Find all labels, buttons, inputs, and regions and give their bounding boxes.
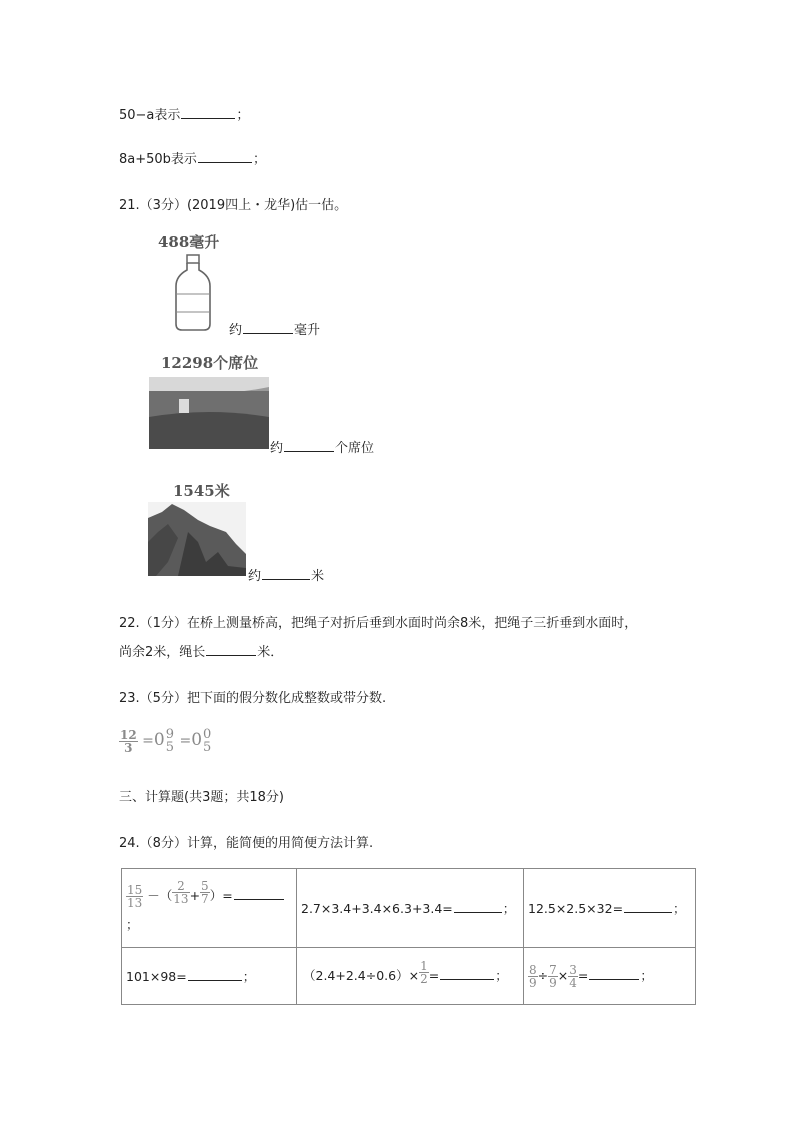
section-heading: 三、计算题(共3题；共18分) [119, 790, 284, 805]
mountain-photo [148, 502, 246, 576]
estimate-seats: 约 个席位 [270, 441, 375, 456]
estimate-height: 约 米 [248, 569, 325, 584]
calc-cell-4: 101×98= ； [122, 948, 297, 1005]
calc-cell-6: $\frac{8}{9}$ ÷ $\frac{7}{9}$ × $\frac{3}{4}$ = ； [524, 948, 696, 1005]
answer-blank[interactable] [206, 643, 256, 656]
answer-blank[interactable] [589, 967, 639, 980]
whole-number-blank[interactable]: 0 [191, 730, 203, 750]
q22-line-1: 22.（1分）在桥上测量桥高，把绳子对折后垂到水面时尚余8米，把绳子三折垂到水面时， [119, 616, 638, 631]
bottle-icon [172, 254, 214, 332]
answer-blank[interactable] [624, 900, 672, 913]
fraction: $\frac{12}{3}$ [120, 727, 137, 755]
figure-label-volume: 488毫升 [158, 233, 220, 251]
answer-blank[interactable] [188, 968, 242, 981]
q21-header: 21.（3分）(2019四上・龙华)估一估。 [119, 198, 348, 213]
answer-blank[interactable] [284, 439, 334, 452]
answer-blank[interactable] [234, 887, 284, 900]
table-row [122, 869, 696, 948]
figure-label-height: 1545米 [173, 482, 230, 500]
table-row [122, 948, 696, 1005]
answer-blank[interactable] [454, 900, 502, 913]
whole-number-blank[interactable]: 0 [153, 730, 165, 750]
fraction: 9 5 [165, 727, 174, 755]
q23-equation: $\frac{12}{3}$ =0 9 5 =0 0 5 [120, 727, 212, 755]
calc-cell-1: $\frac{15}{13}$ －（ $\frac{2}{13}$ + $\frac{5}{7}$ ）= ； [122, 869, 297, 948]
calc-cell-5: （2.4+2.4÷0.6）× $\frac{1}{2}$ = ； [297, 948, 524, 1005]
answer-blank[interactable] [243, 321, 293, 334]
calc-table [121, 868, 696, 1005]
answer-blank[interactable] [440, 967, 494, 980]
answer-blank[interactable] [262, 567, 310, 580]
estimate-volume: 约 毫升 [229, 323, 321, 338]
q20-line-1: 50−a表示 ； [119, 108, 250, 123]
stadium-photo [149, 377, 269, 449]
figure-label-seats: 12298个席位 [161, 354, 259, 372]
answer-blank[interactable] [181, 106, 235, 119]
q23-header: 23.（5分）把下面的假分数化成整数或带分数. [119, 691, 387, 706]
calc-cell-3: 12.5×2.5×32= ； [524, 869, 696, 948]
calc-cell-2: 2.7×3.4+3.4×6.3+3.4= ； [297, 869, 524, 948]
q24-header: 24.（8分）计算，能简便的用简便方法计算. [119, 836, 374, 851]
answer-blank[interactable] [198, 150, 252, 163]
fraction: 0 5 [203, 727, 212, 755]
q20-line-2: 8a+50b表示 ； [119, 152, 266, 167]
q22-line-2: 尚余2米，绳长 米． [119, 645, 284, 660]
